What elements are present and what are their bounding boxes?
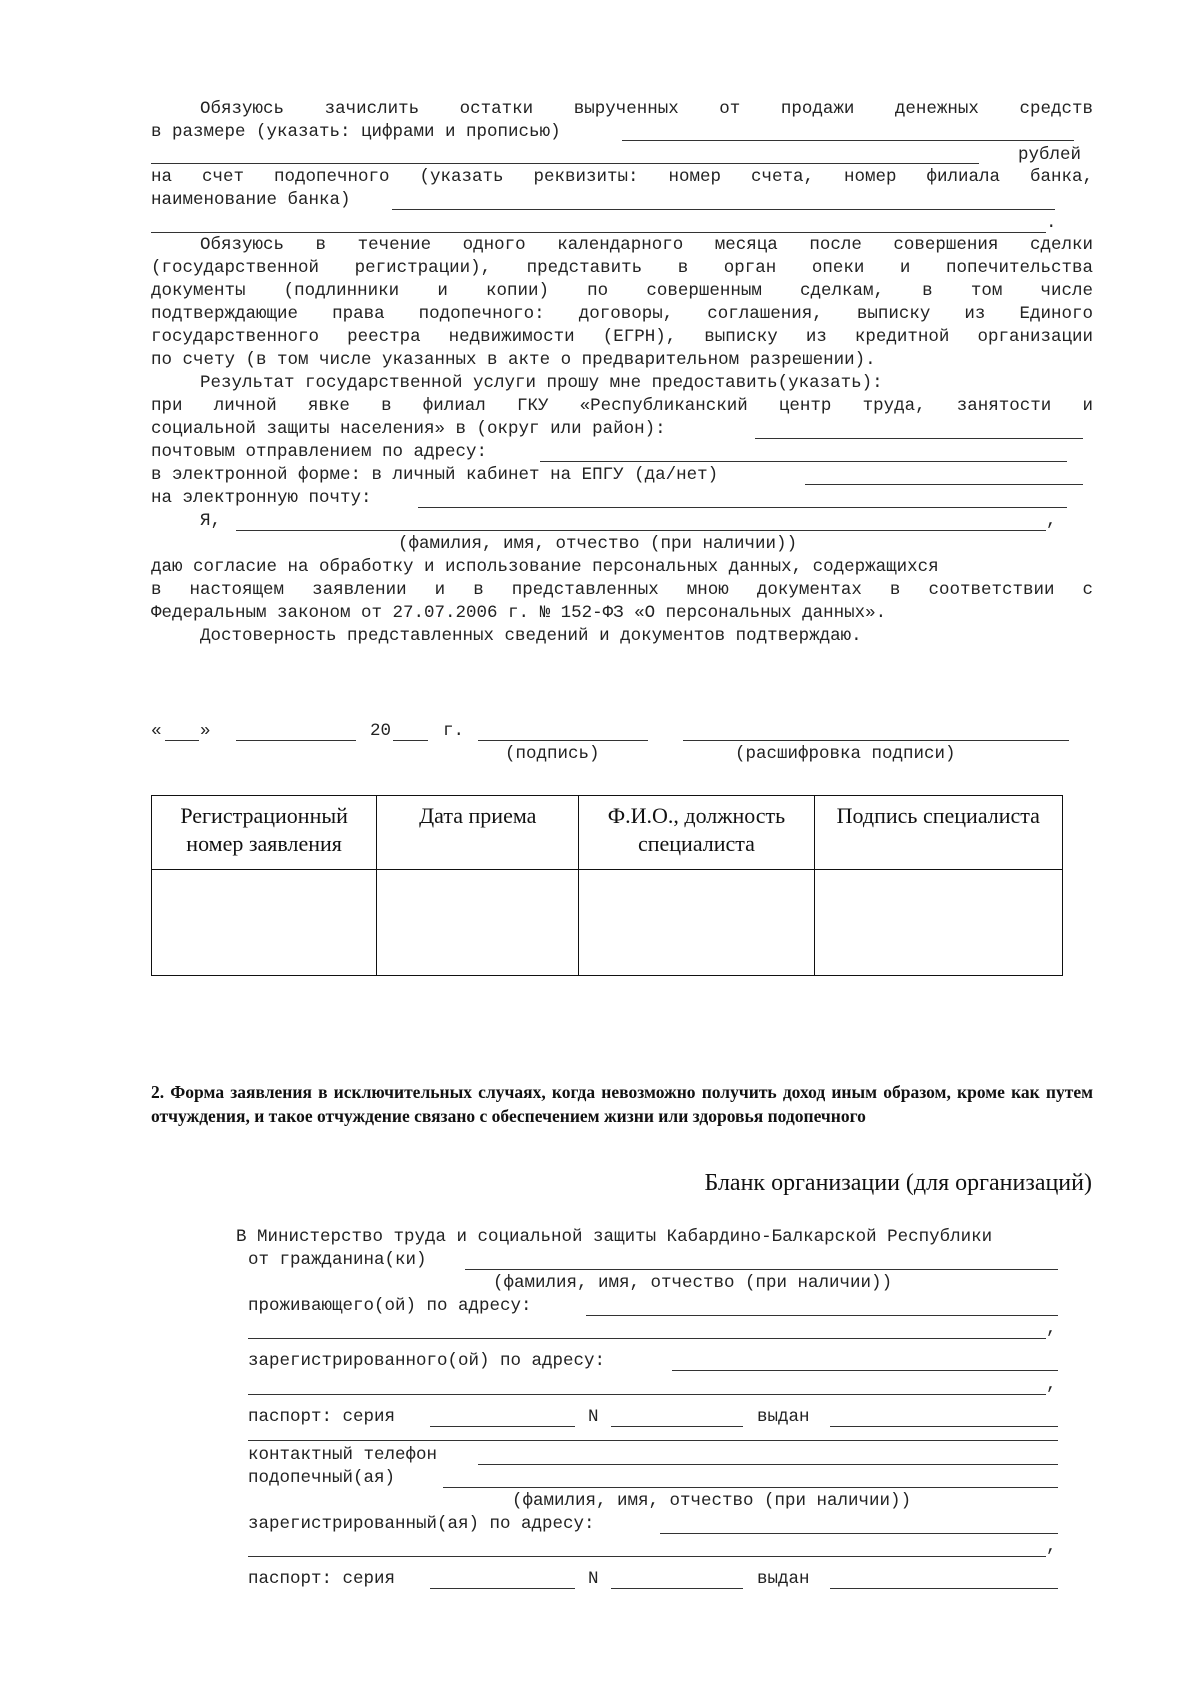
para1-line4: на счет подопечного (указать реквизиты: номер счета, номер филиала банка, — [151, 167, 1093, 187]
ward-address-field[interactable] — [660, 1533, 1058, 1534]
para1-line1: Обязуюсь зачислить остатки вырученных от продажи денежных средств — [200, 99, 1093, 119]
result-line2: при личной явке в филиал ГКУ «Республиканский центр труда, занятости и — [151, 396, 1093, 416]
table-header-date: Дата приема — [377, 796, 579, 870]
section2-heading: 2. Форма заявления в исключительных случаях, когда невозможно получить доход иным образом, кроме как путем отчуждения, и такое отчуждение связано с обеспечением жизни или здоровья подопечного — [151, 1082, 1093, 1126]
mail-label: почтовым отправлением по адресу: — [151, 442, 488, 462]
consent-line1: даю согласие на обработку и использование персональных данных, содержащихся — [151, 557, 939, 577]
year-field[interactable] — [393, 740, 428, 741]
electronic-label: в электронной форме: в личный кабинет на ЕПГУ (да/нет) — [151, 465, 719, 485]
para2-line6: по счету (в том числе указанных в акте о предварительном разрешении). — [151, 350, 876, 370]
from-label: от гражданина(ки) — [248, 1250, 427, 1270]
date-quote-close: » — [200, 721, 211, 741]
passport-number-field[interactable] — [611, 1426, 743, 1427]
fio-hint: (фамилия, имя, отчество (при наличии)) — [398, 534, 798, 554]
issued2-label: выдан — [757, 1569, 810, 1589]
result-line1: Результат государственной услуги прошу мне предоставить(указать): — [200, 373, 883, 393]
table-cell-specialist[interactable] — [579, 870, 814, 976]
para1-line5: наименование банка) — [151, 190, 351, 210]
email-label: на электронную почту: — [151, 488, 372, 508]
para2-line4: подтверждающие права подопечного: договоры, соглашения, выписку из Единого — [151, 304, 1093, 324]
email-field[interactable] — [418, 507, 1067, 508]
signature-decode-field[interactable] — [683, 740, 1069, 741]
passport2-number-label: N — [588, 1569, 599, 1589]
registered-address-field-cont[interactable] — [248, 1394, 1046, 1395]
passport-series-field[interactable] — [430, 1426, 575, 1427]
passport-issued-field[interactable] — [830, 1426, 1058, 1427]
passport2-label: паспорт: серия — [248, 1569, 396, 1589]
year-prefix: 20 — [370, 721, 392, 741]
sign-hint: (подпись) — [505, 744, 600, 764]
result-line3: социальной защиты населения» в (округ или район): — [151, 419, 666, 439]
bank-details-field-cont[interactable] — [151, 232, 1046, 233]
ward-address-field-cont[interactable] — [248, 1556, 1046, 1557]
rub-label: рублей — [1018, 145, 1082, 165]
passport2-number-field[interactable] — [611, 1588, 743, 1589]
passport-issued-field-cont[interactable] — [248, 1440, 1058, 1441]
table-header-signature: Подпись специалиста — [814, 796, 1062, 870]
consent-line3: Федеральным законом от 27.07.2006 г. № 152-ФЗ «О персональных данных». — [151, 603, 887, 623]
date-quote-open: « — [151, 721, 162, 741]
year-suffix: г. — [443, 721, 465, 741]
applicant-name-field[interactable] — [236, 530, 1046, 531]
bank-details-field[interactable] — [392, 209, 1055, 210]
table-header-reg-number: Регистрационный номер заявления — [152, 796, 377, 870]
ward-label: подопечный(ая) — [248, 1468, 396, 1488]
month-field[interactable] — [236, 740, 356, 741]
registered-address-field[interactable] — [672, 1370, 1058, 1371]
amount-field-cont[interactable] — [151, 163, 979, 164]
district-field[interactable] — [755, 438, 1083, 439]
passport2-issued-field[interactable] — [830, 1588, 1058, 1589]
ward-name-field[interactable] — [443, 1487, 1058, 1488]
table-cell-date[interactable] — [377, 870, 579, 976]
phone-field[interactable] — [478, 1464, 1058, 1465]
living-address-field-cont[interactable] — [248, 1338, 1046, 1339]
amount-field[interactable] — [622, 140, 1074, 141]
day-field[interactable] — [165, 740, 199, 741]
decode-hint: (расшифровка подписи) — [735, 744, 956, 764]
passport2-series-field[interactable] — [430, 1588, 575, 1589]
epgu-field[interactable] — [805, 484, 1083, 485]
para1-line2: в размере (указать: цифрами и прописью) — [151, 122, 561, 142]
addressee: В Министерство труда и социальной защиты Кабардино-Балкарской Республики — [236, 1227, 993, 1247]
mail-address-field[interactable] — [540, 461, 1067, 462]
org-blank-title: Бланк организации (для организаций) — [704, 1170, 1092, 1196]
living-label: проживающего(ой) по адресу: — [248, 1296, 532, 1316]
passport-label: паспорт: серия — [248, 1407, 396, 1427]
para2-line3: документы (подлинники и копии) по совершенным сделкам, в том числе — [151, 281, 1093, 301]
living-address-field[interactable] — [586, 1315, 1058, 1316]
fio-hint-2: (фамилия, имя, отчество (при наличии)) — [493, 1273, 893, 1293]
from-name-field[interactable] — [465, 1269, 1058, 1270]
passport-number-label: N — [588, 1407, 599, 1427]
table-header-specialist: Ф.И.О., должность специалиста — [579, 796, 814, 870]
document-page: Обязуюсь зачислить остатки вырученных от продажи денежных средств в размере (указать: цифрами и прописью) рублей на счет подопечного (указать реквизиты: номер счета, номер филиала банка, наименование банка) . Обязуюсь в течение одного календарного месяца после совершения сделки (государственной регистрации), представить в орган опеки и попечительства документы (подлинники и копии) по совершенным сделкам, в том числе подтверждающие права подопечного: договоры, соглашения, выписку из Единого государственного реестра недвижимости (ЕГРН), выписку из кредитной организации по счету (в том числе указанных в акте о предварительном разрешении). Результат государственной услуги прошу мне предоставить(указать): при личной явке в филиал ГКУ «Республиканский центр труда, занятости и социальной защиты населения» в (округ или район): почтовым отправлением по адресу: в электронной форме: в личный кабинет на ЕПГУ (да/нет) на электронную почту: Я, , (фамилия, имя, отчество (при наличии)) даю согласие на обработку и использование персональных данных, содержащихся в настоящем заявлении и в представленных мною документах в соответствии с Федеральным законом от 27.07.2006 г. № 152-ФЗ «О персональных данных». Достоверность представленных сведений и документов подтверждаю. « » 20 г. (подпись) (расшифровка подписи) Регистрационный номер заявления Дата приема Ф.И.О., должность специалиста Подпись специалиста 2. Форма заявления в исключительных случаях, когда невозможно получить доход иным образом, кроме как путем отчуждения, и такое отчуждение связано с обеспечением жизни или здоровья подопечного Бланк организации (для организаций) В Министерство труда и социальной защиты Кабардино-Балкарской Республики от гражданина(ки) (фамилия, имя, отчество (при наличии)) проживающего(ой) по адресу: , зарегистрированного(ой) по адресу: , паспорт: серия N выдан контактный телефон подопечный(ая) (фамилия, имя, отчество (при наличии)) зарегистрированный(ая) по адресу: , паспорт: серия N выдан — [151, 99, 1093, 1589]
fio-hint-3: (фамилия, имя, отчество (при наличии)) — [512, 1491, 912, 1511]
table-cell-reg-number[interactable] — [152, 870, 377, 976]
consent-line2: в настоящем заявлении и в представленных мною документах в соответствии с — [151, 580, 1093, 600]
registration-table — [151, 795, 1063, 976]
confirm-line: Достоверность представленных сведений и документов подтверждаю. — [200, 626, 862, 646]
table-cell-signature[interactable] — [814, 870, 1062, 976]
signature-field[interactable] — [478, 740, 648, 741]
para2-line1: Обязуюсь в течение одного календарного месяца после совершения сделки — [200, 235, 1093, 255]
ward-registered-label: зарегистрированный(ая) по адресу: — [248, 1514, 595, 1534]
ya-label: Я, — [200, 511, 222, 531]
phone-label: контактный телефон — [248, 1445, 438, 1465]
issued-label: выдан — [757, 1407, 810, 1427]
registered-label: зарегистрированного(ой) по адресу: — [248, 1351, 606, 1371]
para2-line2: (государственной регистрации), представить в орган опеки и попечительства — [151, 258, 1093, 278]
para2-line5: государственного реестра недвижимости (ЕГРН), выписку из кредитной организации — [151, 327, 1093, 347]
